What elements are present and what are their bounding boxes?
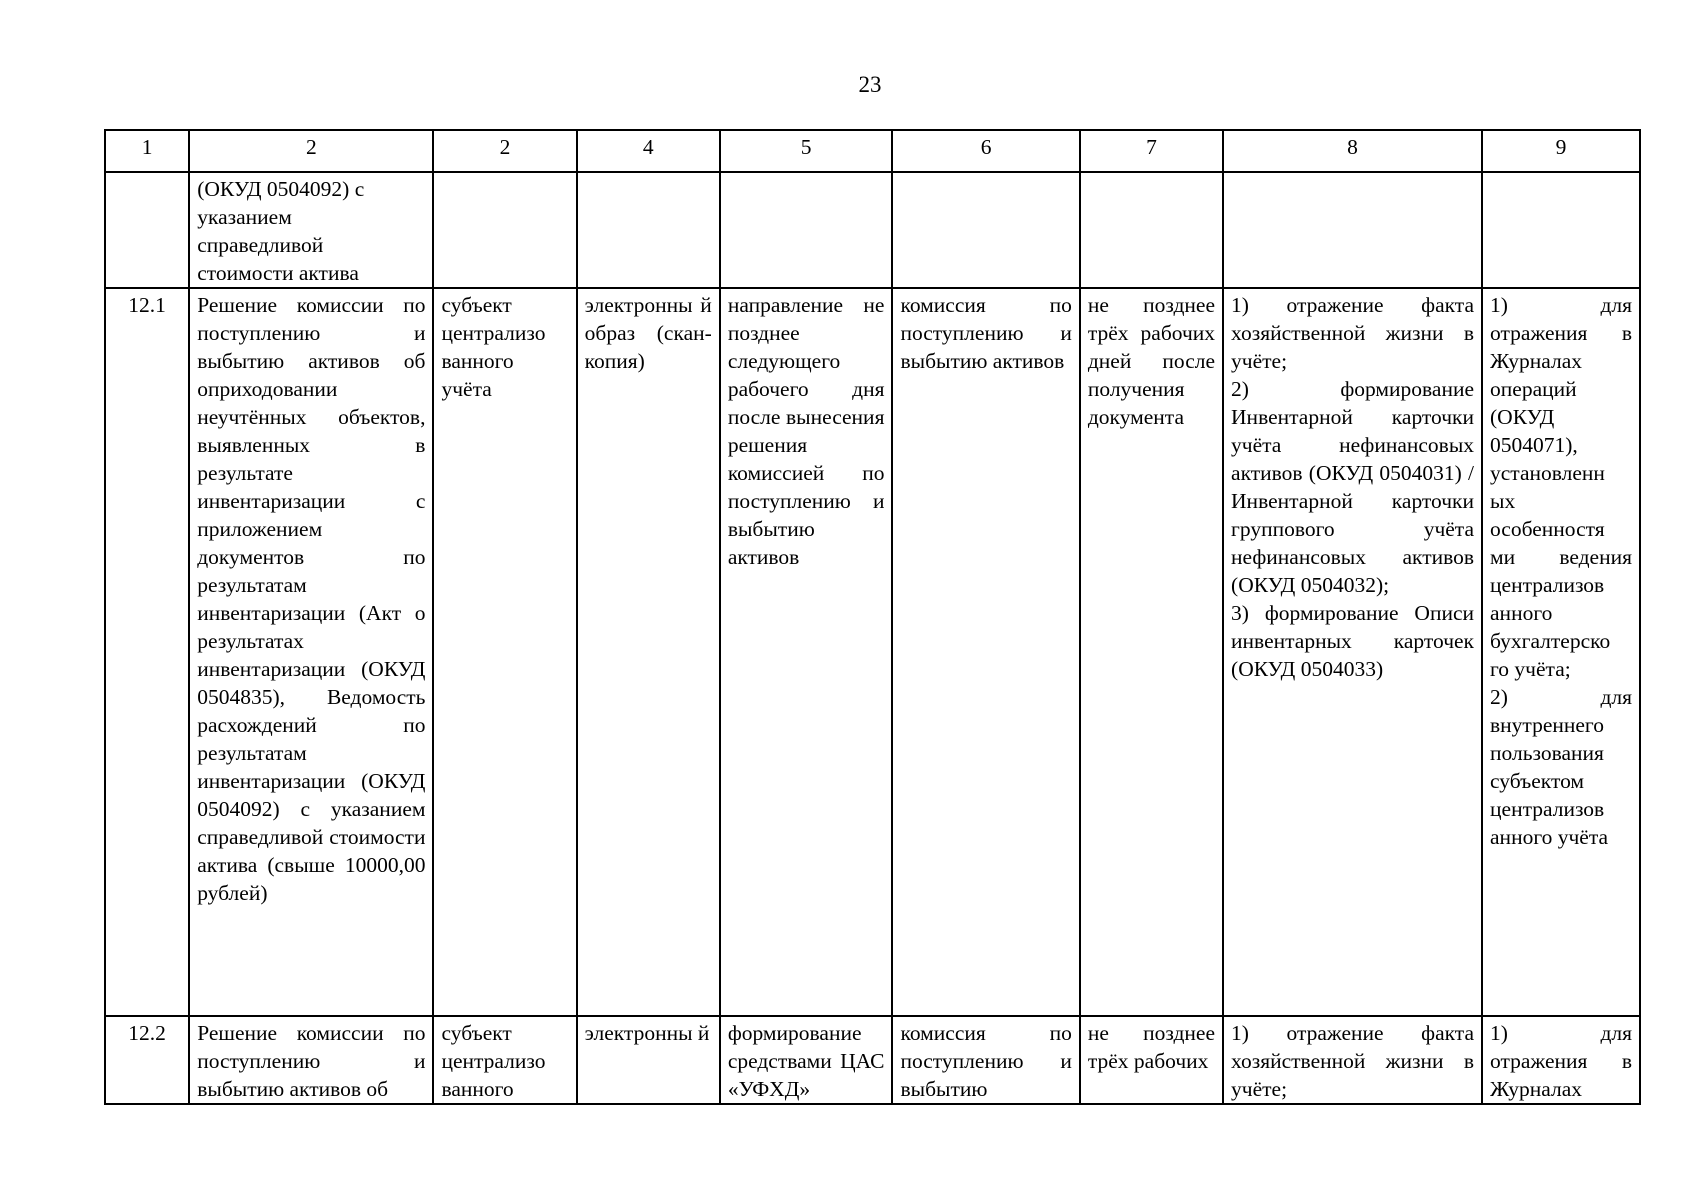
originator-cell: субъект централизо ванного [433,1016,576,1104]
header-cell: 7 [1080,130,1223,172]
header-cell: 5 [720,130,893,172]
header-cell: 2 [433,130,576,172]
processing-term-cell: не позднее трёх рабочих дней после получения документа [1080,288,1223,1016]
processing-term-cell: не позднее трёх рабочих [1080,1016,1223,1104]
header-cell: 4 [577,130,720,172]
processing-result-cell: 1) отражение факта хозяйственной жизни в учёте; 2) формирование Инвентарной карточки учёта нефинансовых активов (ОКУД 0504031) /Инвентарной карточки группового учёта нефинансовых активов (ОКУД 0504032); 3) формирование Описи инвентарных карточек (ОКУД 0504033) [1223,288,1482,1016]
row-number-cell: 12.1 [105,288,189,1016]
document-name-cell: Решение комиссии по поступлению и выбытию активов об оприходовании неучтённых объектов, выявленных в результате инвентаризации с приложением документов по результатам инвентаризации (Акт о результатах инвентаризации (ОКУД 0504835), Ведомость расхождений по результатам инвентаризации (ОКУД 0504092) с указанием справедливой стоимости актива (свыше 10000,00 рублей) [189,288,433,1016]
recipient-cell: комиссия по поступлению и выбытию активов [892,288,1079,1016]
table-cell [577,172,720,288]
submission-term-cell: формирование средствами ЦАС «УФХД» [720,1016,893,1104]
table-cell [433,172,576,288]
document-form-cell: электронны й [577,1016,720,1104]
header-cell: 9 [1482,130,1640,172]
row-number-cell: 12.2 [105,1016,189,1104]
table-cell [720,172,893,288]
header-cell: 8 [1223,130,1482,172]
recipient-cell: комиссия по поступлению и выбытию [892,1016,1079,1104]
table-cell [1482,172,1640,288]
table-header-row [105,130,1640,172]
header-cell: 2 [189,130,433,172]
originator-cell: субъект централизо ванного учёта [433,288,576,1016]
header-cell: 6 [892,130,1079,172]
page-number: 23 [858,72,882,97]
processing-result-cell: 1) отражение факта хозяйственной жизни в учёте; [1223,1016,1482,1104]
document-form-cell: электронны й образ (скан-копия) [577,288,720,1016]
document-table [104,129,1641,1105]
row-number-cell [105,172,189,288]
document-name-cell: Решение комиссии по поступлению и выбытию активов об [189,1016,433,1104]
table-row [105,172,1640,288]
table-row [105,1016,1640,1104]
table-cell [892,172,1079,288]
header-cell: 1 [105,130,189,172]
usage-cell: 1) для отражения в Журналах операций (ОКУД 0504071), установленн ых особенностя ми ведения централизов анного бухгалтерско го учёта; 2) для внутреннего пользования субъектом централизов анного учёта [1482,288,1640,1016]
submission-term-cell: направление не позднее следующего рабочего дня после вынесения решения комиссией по поступлению и выбытию активов [720,288,893,1016]
document-name-cell: (ОКУД 0504092) с указанием справедливой стоимости актива [189,172,433,288]
table-row [105,288,1640,1016]
table-cell [1080,172,1223,288]
table-cell [1223,172,1482,288]
usage-cell: 1) для отражения в Журналах [1482,1016,1640,1104]
